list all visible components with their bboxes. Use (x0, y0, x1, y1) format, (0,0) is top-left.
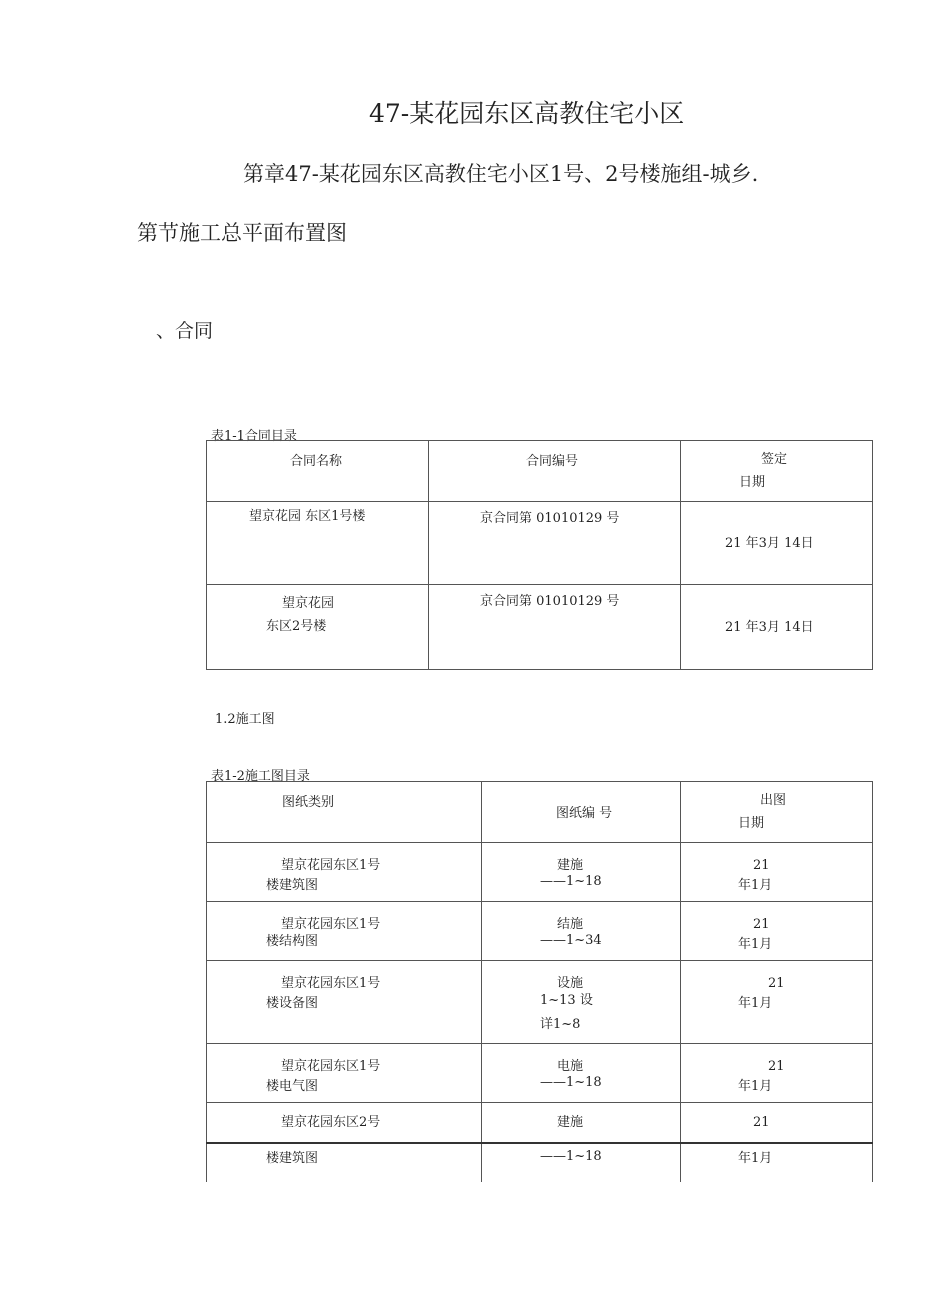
number-line1: ——1~18 (540, 1148, 602, 1164)
number-line1: 电施 (557, 1059, 584, 1074)
table1-caption: 表1-1合同目录 (211, 429, 297, 444)
number-line3: 详1~8 (540, 1017, 581, 1032)
number-line2: 1~13 设 (540, 993, 593, 1008)
date-line2: 年1月 (738, 878, 773, 893)
number-line2: ——1~18 (540, 874, 602, 889)
table-cell (482, 1044, 681, 1103)
contract-date: 21 年3月 14日 (725, 536, 814, 551)
table2-caption: 表1-2施工图目录 (211, 769, 310, 784)
header-number: 合同编号 (526, 454, 579, 469)
date-line1: 21 (753, 917, 770, 932)
header-date-line2: 日期 (738, 816, 765, 831)
contract-number: 京合同第 01010129 号 (480, 594, 620, 609)
category-line1: 楼建筑图 (266, 1150, 319, 1166)
contract-name: 望京花园 东区1号楼 (249, 509, 366, 524)
contract-table (206, 440, 873, 670)
date-line2: 年1月 (738, 1079, 773, 1094)
table-cell (681, 502, 873, 585)
table-cell (207, 585, 429, 670)
table-row (207, 1044, 873, 1103)
table-cell (482, 843, 681, 902)
table-cell (482, 1103, 681, 1143)
header-date-line2: 日期 (739, 475, 766, 490)
header-date-line1: 出图 (760, 793, 787, 808)
date-line2: 年1月 (738, 937, 773, 952)
category-line1: 望京花园东区1号 (281, 917, 381, 932)
date-line1: 21 (768, 1059, 785, 1074)
category-line1: 望京花园东区1号 (281, 1059, 381, 1074)
header-cell (207, 441, 429, 502)
table-row (207, 961, 873, 1044)
date-line1: 21 (768, 976, 785, 991)
table-header-row (207, 441, 873, 502)
header-name: 合同名称 (290, 454, 343, 469)
table-cell (207, 902, 482, 961)
table-cell (681, 1103, 873, 1143)
number-line1: 建施 (557, 1115, 584, 1130)
contract-date: 21 年3月 14日 (725, 620, 814, 635)
subsection-heading: 、合同 (156, 320, 214, 342)
header-cell (207, 782, 482, 843)
table-cell (207, 1103, 482, 1143)
table-cell (482, 961, 681, 1044)
table-header-row (207, 782, 873, 843)
date-line1: 年1月 (738, 1150, 773, 1166)
table-cell (207, 843, 482, 902)
table-cell (207, 1044, 482, 1103)
table-cell (681, 902, 873, 961)
contract-number: 京合同第 01010129 号 (480, 511, 620, 526)
category-line1: 望京花园东区1号 (281, 976, 381, 991)
category-line2: 楼建筑图 (266, 878, 319, 893)
number-line1: 设施 (557, 976, 584, 991)
number-line2: ——1~18 (540, 1075, 602, 1090)
table-cell (429, 585, 681, 670)
header-number: 图纸编 号 (556, 806, 613, 821)
document-title: 47-某花园东区高教住宅小区 (369, 99, 685, 128)
number-line1: 结施 (557, 917, 584, 932)
chapter-heading: 第章47-某花园东区高教住宅小区1号、2号楼施组-城乡. (243, 162, 759, 186)
table-row (207, 1143, 873, 1182)
category-line2: 楼电气图 (266, 1079, 319, 1094)
category-line1: 望京花园东区1号 (281, 858, 381, 873)
category-line1: 望京花园东区2号 (281, 1115, 381, 1130)
table-cell (207, 502, 429, 585)
date-line1: 21 (753, 1115, 770, 1130)
contract-name-line1: 望京花园 (282, 596, 335, 611)
category-line2: 楼设备图 (266, 996, 319, 1011)
table-cell (681, 1143, 873, 1182)
date-line2: 年1月 (738, 996, 773, 1011)
category-line2: 楼结构图 (266, 934, 319, 949)
table-cell (482, 1143, 681, 1182)
table-cell (681, 843, 873, 902)
header-date-line1: 签定 (761, 452, 788, 467)
table-cell (207, 961, 482, 1044)
header-cell (681, 441, 873, 502)
header-cell (681, 782, 873, 843)
drawing-table (206, 781, 873, 1182)
table-cell (681, 1044, 873, 1103)
number-line1: 建施 (557, 858, 584, 873)
date-line1: 21 (753, 858, 770, 873)
number-line2: ——1~34 (540, 933, 602, 948)
header-cell (429, 441, 681, 502)
table-row (207, 585, 873, 670)
header-cell (482, 782, 681, 843)
table-row (207, 902, 873, 961)
table-cell (429, 502, 681, 585)
header-category: 图纸类别 (282, 795, 335, 810)
section-heading: 第节施工总平面布置图 (137, 221, 347, 245)
table-cell (681, 585, 873, 670)
table-row (207, 843, 873, 902)
table-cell (681, 961, 873, 1044)
table-row (207, 502, 873, 585)
table-row (207, 1103, 873, 1143)
section2-heading: 1.2施工图 (215, 712, 275, 727)
contract-name-line2: 东区2号楼 (266, 619, 327, 634)
table-cell (482, 902, 681, 961)
table-cell (207, 1143, 482, 1182)
